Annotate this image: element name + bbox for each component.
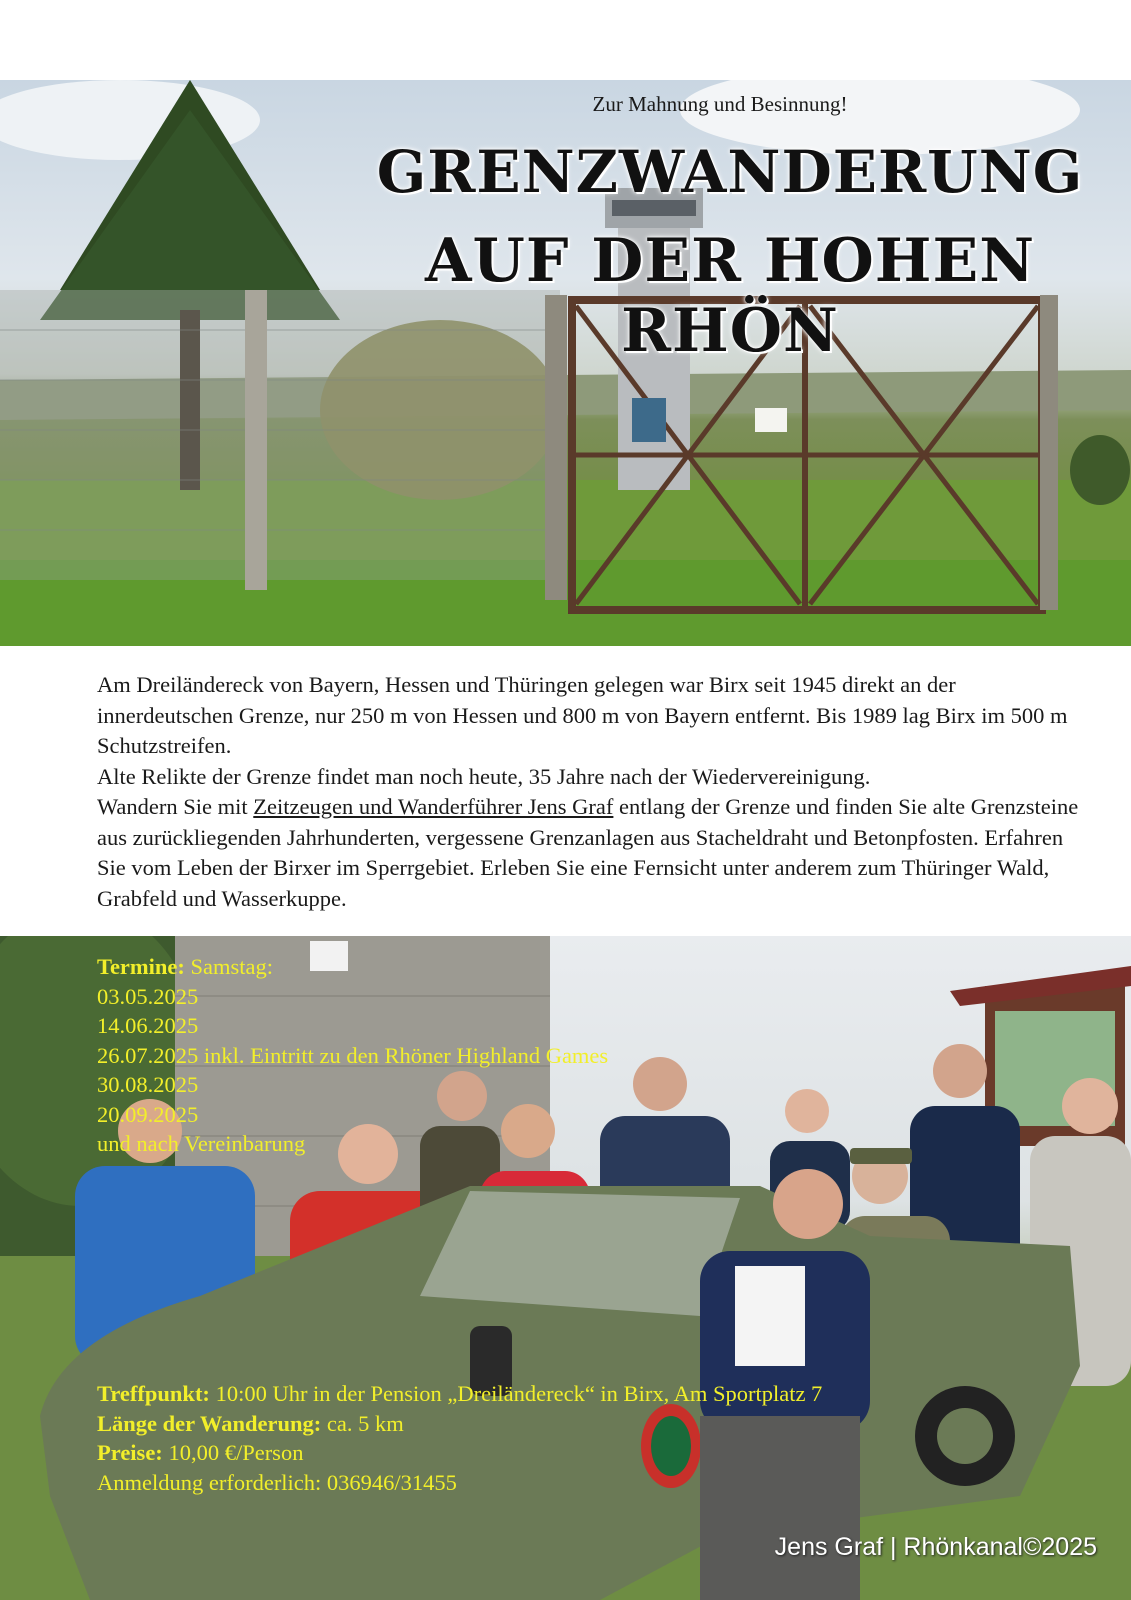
intro-text-prefix: Wandern Sie mit [97, 794, 254, 819]
length-value: ca. 5 km [321, 1410, 404, 1436]
intro-paragraph-3 [97, 792, 1087, 914]
hike-length [97, 1409, 822, 1439]
guide-link[interactable]: Zeitzeugen und Wanderführer Jens Graf [253, 794, 614, 819]
meeting-point [97, 1379, 822, 1409]
intro-paragraph-2: Alte Relikte der Grenze findet man noch heute, 35 Jahre nach der Wiedervereinigung. [97, 763, 871, 789]
intro-paragraph-1: Am Dreiländereck von Bayern, Hessen und Thüringen gelegen war Birx seit 1945 direkt an der innerdeutschen Grenze, nur 250 m von Hessen und 800 m von Bayern entfernt. Bis 1989 lag Birx im 500 m Schutzstreifen. [97, 672, 1068, 758]
details-block [97, 1379, 822, 1497]
intro-text [97, 670, 1087, 914]
price-value: 10,00 €/Person [162, 1440, 304, 1465]
dates-heading [97, 952, 608, 982]
intro-text-suffix: entlang der Grenze und finden Sie alte Grenzsteine aus zurückliegenden Jahrhunderten, vergessene Grenzanlagen aus Stacheldraht und Betonpfosten. Erfahren Sie vom Leben der Birxer im Sperrgebiet. Erleben Sie eine Fernsicht unter anderem zum Thüringer Wald, Grabfeld und Wasserkuppe. [97, 794, 1079, 911]
date-item: 14.06.2025 [97, 1013, 199, 1038]
title-line-1: GRENZWANDERUNG [376, 138, 1084, 206]
date-item: 30.08.2025 [97, 1072, 199, 1097]
date-item: 03.05.2025 [97, 983, 199, 1009]
dates-day: Samstag: [184, 954, 274, 979]
meeting-value: 10:00 Uhr in der Pension „Dreiländereck“ in Birx, Am Sportplatz 7 [209, 1381, 823, 1406]
dates-label: Termine: [97, 954, 185, 979]
title-line-2: AUF DER HOHEN RHÖN [424, 226, 1036, 366]
date-item: 26.07.2025 inkl. Eintritt zu den Rhöner Highland Games [97, 1042, 609, 1068]
photo-credit: Jens Graf | Rhönkanal©2025 [774, 1533, 1097, 1561]
price-label: Preise: [97, 1440, 163, 1465]
dates-block [97, 952, 608, 1159]
subtitle: Zur Mahnung und Besinnung! [592, 92, 848, 116]
date-item: 20.09.2025 [97, 1101, 199, 1127]
meeting-label: Treffpunkt: [97, 1381, 210, 1406]
registration: Anmeldung erforderlich: 036946/31455 [97, 1469, 457, 1495]
length-label: Länge der Wanderung: [97, 1410, 322, 1436]
date-item: und nach Vereinbarung [97, 1131, 306, 1156]
price [97, 1438, 822, 1468]
